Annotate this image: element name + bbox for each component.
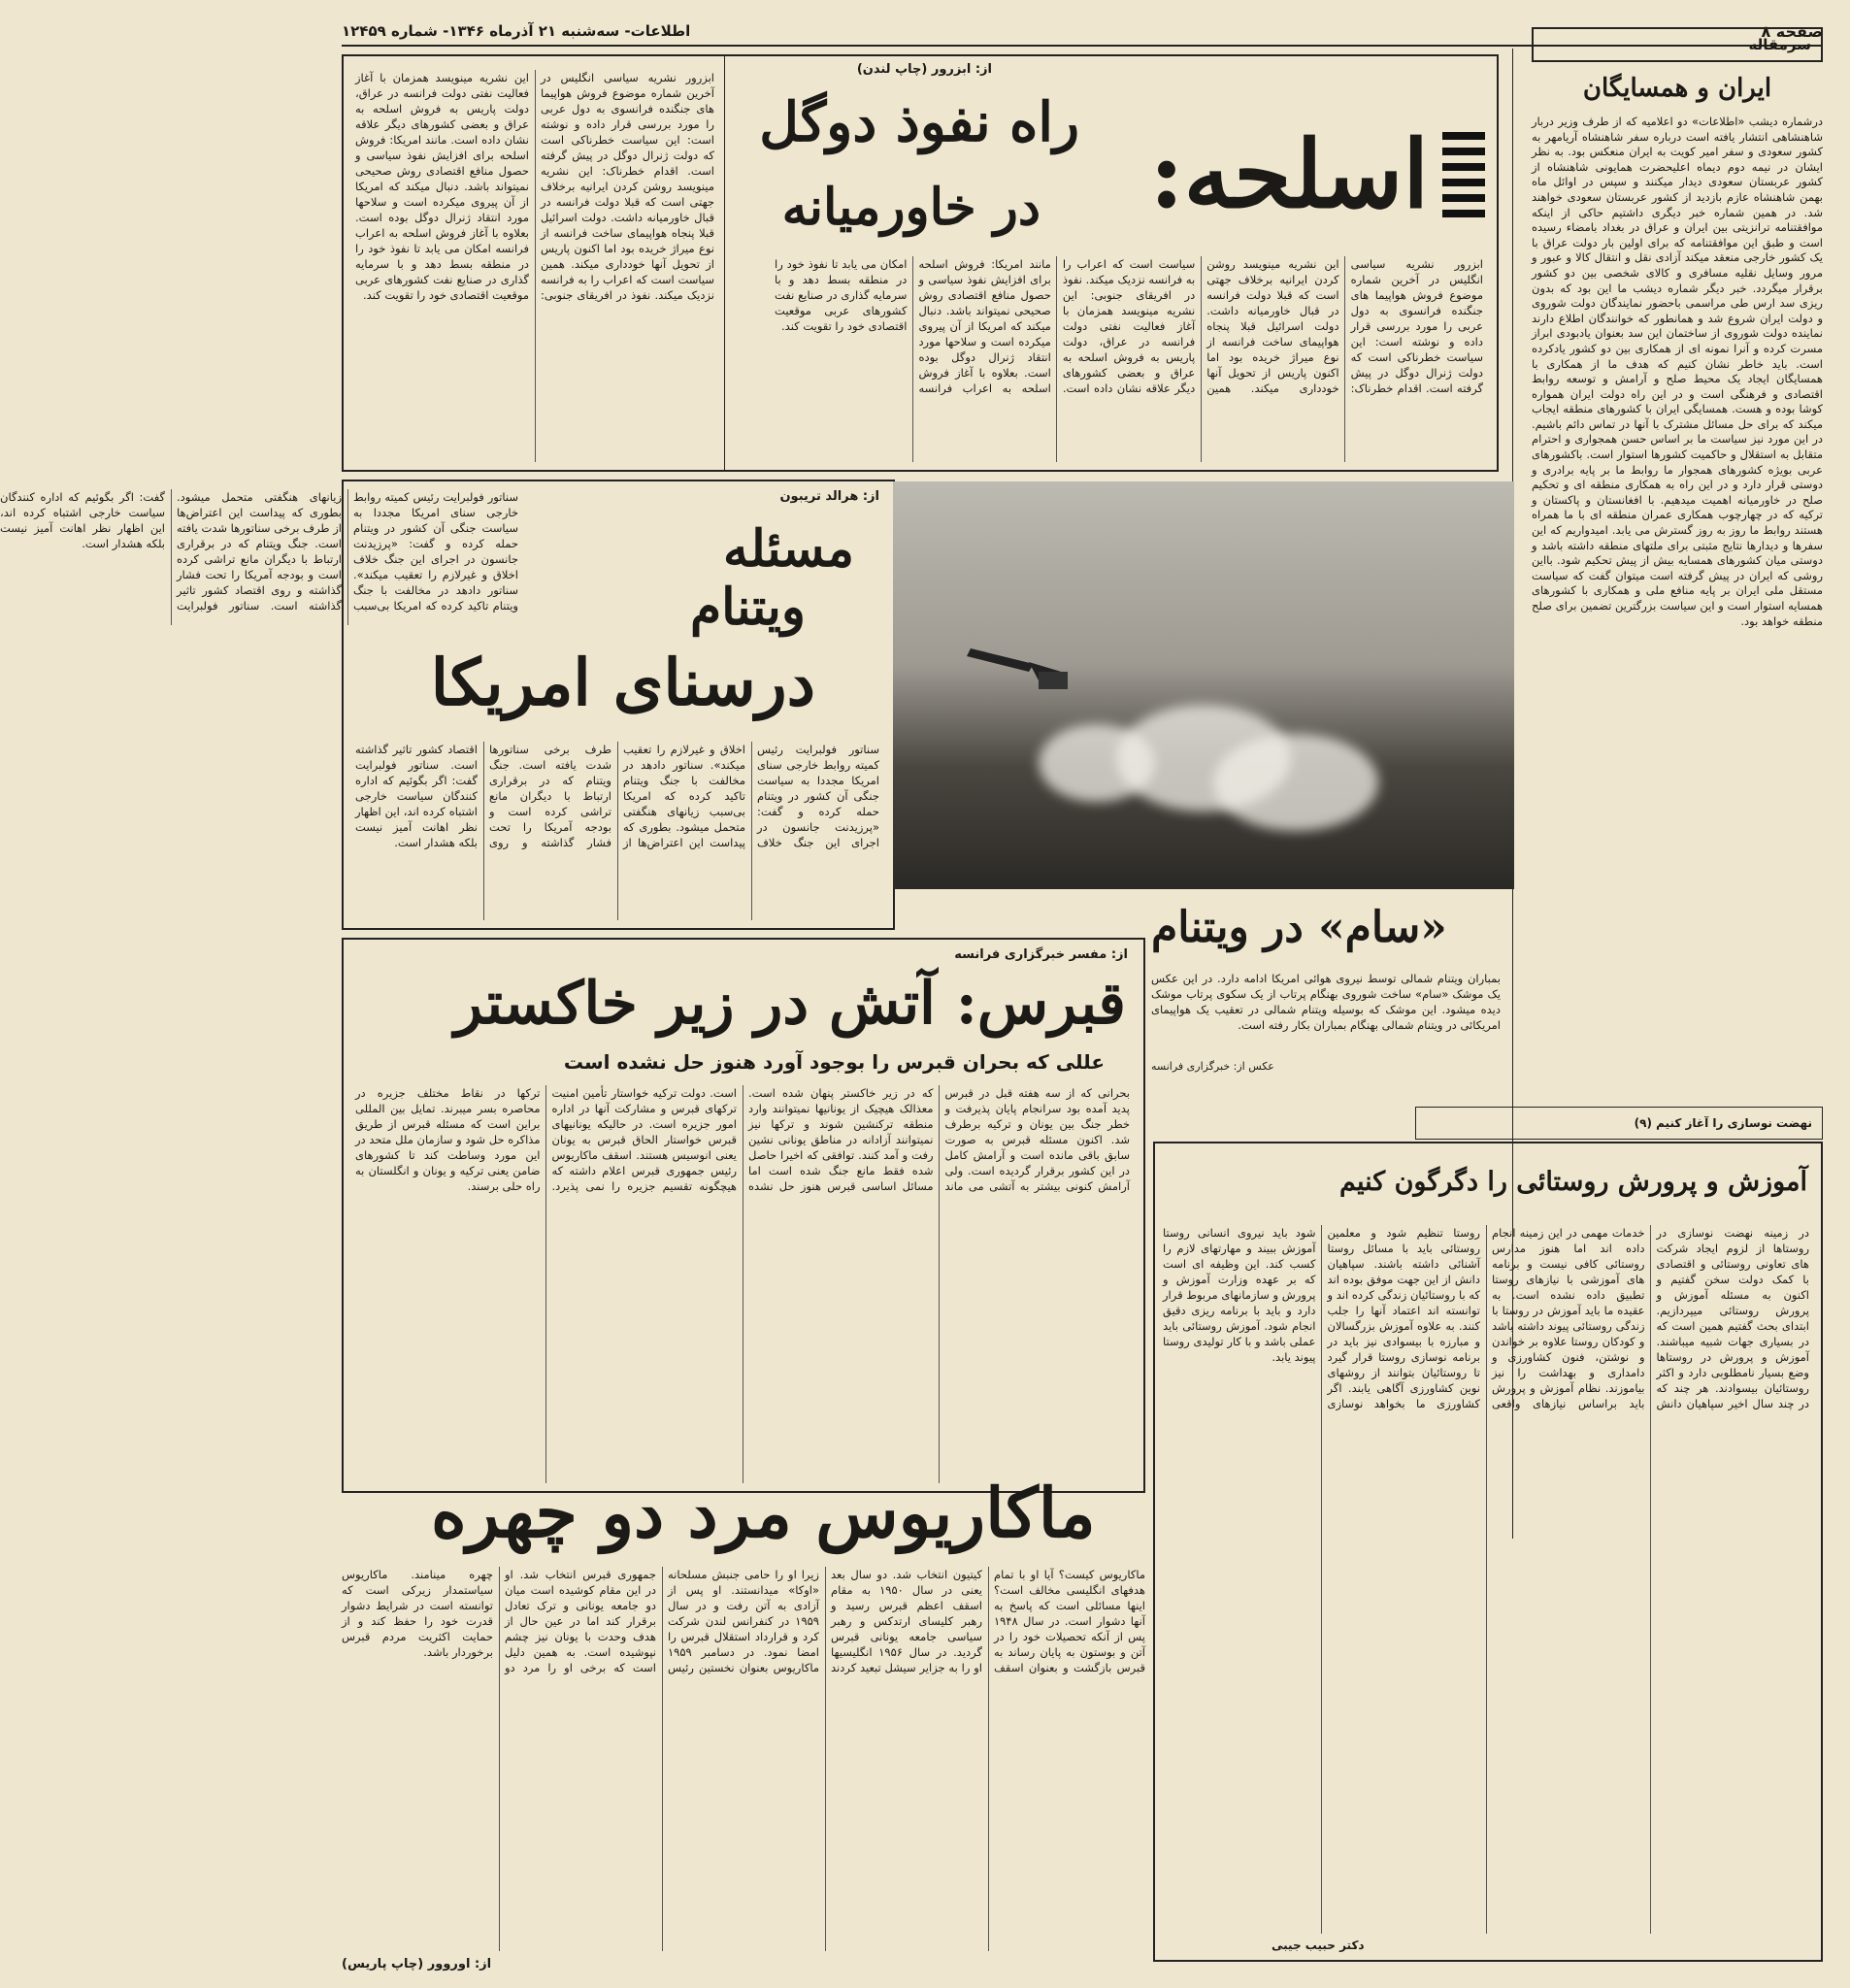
cyprus-title: قبرس: آتش در زیر خاکستر [454,970,1126,1038]
smoke-cloud [1039,724,1155,802]
editorial-body: درشماره دیشب «اطلاعات» دو اعلامیه که از طرف وزیر دربار شاهنشاهی انتشار یافته است درباره سفر شاهنشاه آریامهر به کشور سعودی و سفر امیر کویت به ایران منعکس بود. به‌ نظر ایشان در نیمه دوم دیماه اعلیحضرت همایونی شاهنشاه از کشور عربستان سعودی دیدار میکنند و سپس در اوائل ماه بهمن شاهنشاه عازم بازدید از کشور عربستان سعودی خواهند شد. در همین شماره خبر دیگری داشتیم حاکی از اینکه موافقتنامه ترانزیتی بین ایران و عراق در بغداد بامضاء رسیده است و طبق این موافقتنامه که برای اولین بار دولت عراق با یک کشور خارجی منعقد میکند آزادی نقل و انتقال کالا و عبور و مرور وسایل نقلیه مسافری و کالای شخصی بین دو کشور برقرار میگردد. خبر دیگر شماره دیشب ما این بود که بدون ریزی سد ارس طی مراسمی باحضور نمایندگان دولت شوروی و دولت ایران شروع شد و همانطور که خوانندگان اطلاع دارند نماینده دولت شوروی از ساختمان این سد بعنوان یادبودی ابراز مسرت کرده و آنرا نمونه ای از همکاری بین دو کشور یادکرده است. باید خاطر نشان کنیم که هدف ما از همکاری با همسایگان ایجاد یک محیط صلح و آرامش و توسعه روابط اقتصادی و فرهنگی است و در این راه دولت ایران همواره کوشا بوده و هست. همسایگی ایران با کشورهای منطقه ایجاب میکند که برای حل مسائل مشترک با آنها در تماس دائم باشیم. در این مورد نیز سیاست ما بر اساس حسن همجواری و احترام متقابل به استقلال و حاکمیت کشورها استوار است. باکشورهای عربی بویژه کشورهای همجوار ما روابط ما بر پایه برادری و دوستی قرار دارد و در این راه به همکاری منطقه ای و تحکیم صلح در خاورمیانه اهمیت میدهیم. با افغانستان و پاکستان و ترکیه که در چهارچوب همکاری عمران منطقه ای با ما همراه هستند روابط ما روز به روز گسترش می یابد. امیدواریم که این سفرها و دیدارها نتایج مثبتی برای ملتهای منطقه داشته باشد و دوستی میان کشورهای همسایه بیش از پیش تحکیم شود. بااین روشی که ایران در پیش گرفته است میتوان گفت که سیاست مستقل ملی ایران بر پایه منافع ملی و همکاری با کشورهای همسایه استوار است و این سیاست بزرگترین تضمین برای صلح منطقه خواهد بود. [1532,115,1823,628]
arms-body: ابزرور نشریه سیاسی انگلیس در آخرین شماره موضوع فروش هواپیما های جنگنده فرانسوی به دول عربی را مورد بررسی قرار داده و نوشته است: این سیاست خطرناکی است که دولت ژنرال دوگل در پیش گرفته است. اقدام خطرناک: این نشریه مینویسد روشن کردن ایرانیه برخلاف جهتی است که قبلا دولت فرانسه در قبال خاورمیانه داشت. دولت اسرائیل قبلا پنجاه هواپیمای ساخت فرانسه از نوع میراژ خریده بود اما اکنون پاریس از تحویل آنها خودداری میکند. همین سیاست است که اعراب را به فرانسه نزدیک میکند. نفوذ در افریقای جنوبی: این نشریه مینویسد همزمان با آغاز فعالیت نفتی دولت فرانسه در عراق، دولت پاریس به فروش اسلحه به عراق و بعضی کشورهای دیگر علاقه نشان داده است. مانند امریکا: فروش اسلحه برای افزایش نفوذ سیاسی و حصول منافع اقتصادی روش صحیحی نمیتواند باشد. دنبال میکند که امریکا از آن پیروی میکرده است و سلاحها مورد انتقاد ژنرال دوگل بوده است. بعلاوه با آغاز فروش اسلحه به اعراب فرانسه امکان می یابد تا نفوذ خود را در منطقه بسط دهد و با سرمایه گذاری در صنایع نفت کشورهای عربی موقعیت اقتصادی خود را تقویت کند. [775,257,1483,395]
vietnam-title-3: درسنای امریکا [430,645,815,720]
education-article [1153,1142,1823,1962]
page-number: صفحه ۸ [1761,21,1823,41]
vietnam-title-2: ویتنام [689,578,806,637]
cyprus-subtitle: عللی که بحران قبرس را بوجود آورد هنوز حل نشده است [563,1050,1105,1074]
editorial-title: ایران و همسایگان [1582,74,1772,103]
arms-side-divider [724,56,725,470]
education-body: در زمینه نهضت نوسازی در روستاها از لزوم ایجاد شرکت های تعاونی روستائی و اقتصادی با کمک دولت سخن گفتیم و اکنون به مسئله آموزش و پرورش روستائی میپردازیم. ابتدای بحث گفتیم همین است که در بسیاری جهات شبیه میباشند. آموزش و پرورش در روستاها وضع بسیار نامطلوبی دارد و اکثر روستائیان بیسوادند. هر چند که در چند سال اخیر سپاهیان دانش خدمات مهمی در این زمینه انجام داده اند اما هنوز مدارس روستائی کافی نیست و برنامه های آموزشی با نیازهای روستا تطبیق داده نشده است. به عقیده ما باید آموزش در روستا با زندگی روستائی پیوند داشته باشد و کودکان روستا علاوه بر خواندن و نوشتن، فنون کشاورزی و دامداری و بهداشت را نیز بیاموزند. نظام آموزش و پرورش باید براساس نیازهای واقعی روستا تنظیم شود و معلمین روستائی باید با مسائل روستا آشنائی داشته باشند. سپاهیان دانش از این جهت موفق بوده اند که با روستائیان زندگی کرده اند و توانسته اند اعتماد آنها را جلب کنند. به علاوه آموزش بزرگسالان و مبارزه با بیسوادی نیز باید در برنامه نوسازی روستا قرار گیرد تا روستائیان بتوانند از روشهای نوین کشاورزی آگاهی یابند. اگر کشاورزی ما بخواهد نوسازی شود باید نیروی انسانی روستا آموزش ببیند و مهارتهای لازم را کسب کند. این وظیفه ای است که بر عهده وزارت آموزش و پرورش و سازمانهای مربوط قرار دارد و باید با برنامه ریزی دقیق انجام شود. آموزش روستائی باید عملی باشد و با کار تولیدی روستا پیوند یابد. [1163,1226,1809,1410]
arms-title-rest: راه نفوذ دوگل [759,90,1079,154]
makarios-byline: از: اوروور (چاپ پاریس) [342,1957,492,1971]
education-author: دکتر حبیب جیبی [1272,1938,1365,1952]
sam-title: «سام» در ویتنام [1151,903,1447,952]
smoke-cloud [1213,734,1378,831]
vietnam-body: سناتور فولبرایت رئیس کمیته روابط خارجی سنای امریکا مجددا به سیاست جنگی آن کشور در ویتنام حمله کرده و گفت: «پرزیدنت جانسون در اجرای این جنگ خلاف اخلاق و غیرلازم را تعقیب میکند». سناتور دادهد در مخالفت با جنگ ویتنام تاکید کرده که امریکا بی‌سبب زیانهای هنگفتی متحمل میشود. بطوری که پیداست این اعتراض‌ها از طرف برخی سناتورها شدت یافته است. جنگ ویتنام که در برقراری ارتباط با دیگران مانع تراشی کرده است و بودجه آمریکا را تحت فشار گذاشته و روی اقتصاد کشور تاثیر گذاشته است. سناتور فولبرایت گفت: اگر بگوئیم که اداره کنندگان سیاست خارجی اشتباه کرده اند، این اظهار نظر اهانت آمیز نیست بلکه هشدار است. [355,743,879,849]
cyprus-article [342,938,1145,1493]
makarios-title: ماکاریوس مرد دو چهره [431,1473,1096,1553]
missile-photo [893,481,1514,889]
sam-credit: عکس از: خبرگزاری فرانسه [1151,1060,1274,1073]
vietnam-title-1: مسئله [722,519,854,579]
arms-article [342,54,1499,472]
education-series: نهضت نوسازی را آغاز کنیم (۹) [1634,1116,1812,1130]
arms-title-rest-2: در خاورمیانه [781,178,1041,237]
education-title: آموزش و پرورش روستائی را دگرگون کنیم [1339,1167,1807,1197]
arms-byline: از: ابزرور (چاپ لندن) [856,62,992,77]
makarios-body: ماکاریوس کیست؟ آیا او با تمام هدفهای انگلیسی مخالف است؟ اینها مسائلی است که پاسخ به آنها دشوار است. در سال ۱۹۴۸ پس از آنکه تحصیلات خود را در آتن و بوستون به پایان رساند به قبرس بازگشت و بعنوان اسقف کیتیون انتخاب شد. دو سال بعد یعنی در سال ۱۹۵۰ به مقام اسقف اعظم قبرس رسید و رهبر کلیسای ارتدکس و رهبر سیاسی جامعه یونانی قبرس گردید. در سال ۱۹۵۶ انگلیسیها او را به جزایر سیشل تبعید کردند زیرا او را حامی جنبش مسلحانه «اوکا» میدانستند. او پس از آزادی به آتن رفت و در سال ۱۹۵۹ در کنفرانس لندن شرکت کرد و قرارداد استقلال قبرس را امضا نمود. در دسامبر ۱۹۵۹ ماکاریوس بعنوان نخستین رئیس جمهوری قبرس انتخاب شد. او در این مقام کوشیده است میان دو جامعه یونانی و ترک تعادل برقرار کند اما در عین حال از هدف وحدت با یونان نیز چشم نپوشیده است. به همین دلیل است که برخی او را مرد دو چهره مینامند. ماکاریوس سیاستمدار زیرکی است که توانسته است در شرایط دشوار قدرت خود را حفظ کند و از حمایت اکثریت مردم قبرس برخوردار باشد. [342,1568,1145,1674]
editorial-label-box [1532,27,1823,62]
cyprus-byline: از: مفسر خبرگزاری فرانسه [954,947,1128,962]
arms-body-side: ابزرور نشریه سیاسی انگلیس در آخرین شماره موضوع فروش هواپیما های جنگنده فرانسوی به دول عربی را مورد بررسی قرار داده و نوشته است: این سیاست خطرناکی است که دولت ژنرال دوگل در پیش گرفته است. اقدام خطرناک: این نشریه مینویسد روشن کردن ایرانیه برخلاف جهتی است که قبلا دولت فرانسه در قبال خاورمیانه داشت. دولت اسرائیل قبلا پنجاه هواپیمای ساخت فرانسه از نوع میراژ خریده بود اما اکنون پاریس از تحویل آنها خودداری میکند. همین سیاست است که اعراب را به فرانسه نزدیک میکند. نفوذ در افریقای جنوبی: این نشریه مینویسد همزمان با آغاز فعالیت نفتی دولت فرانسه در عراق، دولت پاریس به فروش اسلحه به عراق و بعضی کشورهای دیگر علاقه نشان داده است. مانند امریکا: فروش اسلحه برای افزایش نفوذ سیاسی و حصول منافع اقتصادی روش صحیحی نمیتواند باشد. دنبال میکند که امریکا از آن پیروی میکرده است و سلاحها مورد انتقاد ژنرال دوگل بوده است. بعلاوه با آغاز فروش اسلحه به اعراب فرانسه امکان می یابد تا نفوذ خود را در منطقه بسط دهد و با سرمایه گذاری در صنایع نفت کشورهای عربی موقعیت اقتصادی خود را تقویت کند. [355,71,714,302]
issue-meta: اطلاعات- سه‌شنبه ۲۱ آذرماه ۱۳۴۶- شماره ۱۲۴۵۹ [342,22,691,40]
vietnam-senate-article [0,480,895,930]
vietnam-byline: از: هرالد تریبون [779,489,879,504]
sam-body: بمباران ویتنام شمالی توسط نیروی هوائی امریکا ادامه دارد. در این عکس یک موشک «سام» ساخت شوروی بهنگام پرتاب از یک سکوی پرتاب موشک دیده میشود. این موشک که بوسیله ویتنام شمالی در تعقیب یک هواپیمای امریکائی در ویتنام شمالی بهنگام بمباران بکار رفته است. [1151,972,1501,1032]
arms-title-word: اسلحه: [1149,119,1429,229]
decorative-stripes [1442,132,1485,217]
editorial-label: سرمقاله [1748,36,1811,53]
vietnam-body-left: سناتور فولبرایت رئیس کمیته روابط خارجی سنای امریکا مجددا به سیاست جنگی آن کشور در ویتنام حمله کرده و گفت: «پرزیدنت جانسون در اجرای این جنگ خلاف اخلاق و غیرلازم را تعقیب میکند». سناتور دادهد در مخالفت با جنگ ویتنام تاکید کرده که امریکا بی‌سبب زیانهای هنگفتی متحمل میشود. بطوری که پیداست این اعتراض‌ها از طرف برخی سناتورها شدت یافته است. جنگ ویتنام که در برقراری ارتباط با دیگران مانع تراشی کرده است و بودجه آمریکا را تحت فشار گذاشته و روی اقتصاد کشور تاثیر گذاشته است. سناتور فولبرایت گفت: اگر بگوئیم که اداره کنندگان سیاست خارجی اشتباه کرده اند، این اظهار نظر اهانت آمیز نیست بلکه هشدار است. [0,490,518,613]
cyprus-body: بحرانی که از سه هفته قبل در قبرس پدید آمده بود سرانجام پایان پذیرفت و خطر جنگ بین یونان و ترکیه برطرف شد. اکنون مسئله قبرس به صورت سابق باقی مانده است و آرامش کامل در این کشور برقرار گردیده است. ولی آرامش کنونی بیشتر به آتشی می ماند که در زیر خاکستر پنهان شده است. معذالک هیچیک از یونانیها نمیتوانند وارد منطقه ترکنشین شوند و ترکها نیز نمیتوانند آزادانه در مناطق یونانی نشین رفت و آمد کنند. توافقی که اخیرا حاصل شده فقط مانع جنگ شده است اما مسائل اساسی قبرس هنوز حل نشده است. دولت ترکیه خواستار تأمین امنیت ترکهای قبرس و مشارکت آنها در اداره امور جزیره است. در حالیکه یونانیهای قبرس خواستار الحاق قبرس به یونان یعنی انوسیس هستند. اسقف ماکاریوس رئیس جمهوری قبرس اعلام داشته که هیچگونه تقسیم جزیره را نمی پذیرد. ترکها در نقاط مختلف جزیره در محاصره بسر میبرند. تمایل بین المللی براین است که مسئله قبرس از طریق مذاکره حل شود و سازمان ملل متحد در این مورد وساطت کند تا کشورهای ضامن یعنی ترکیه و یونان و انگلستان به راه حلی برسند. [355,1086,1130,1193]
education-series-box [1415,1107,1823,1140]
missile-icon [893,481,1514,889]
